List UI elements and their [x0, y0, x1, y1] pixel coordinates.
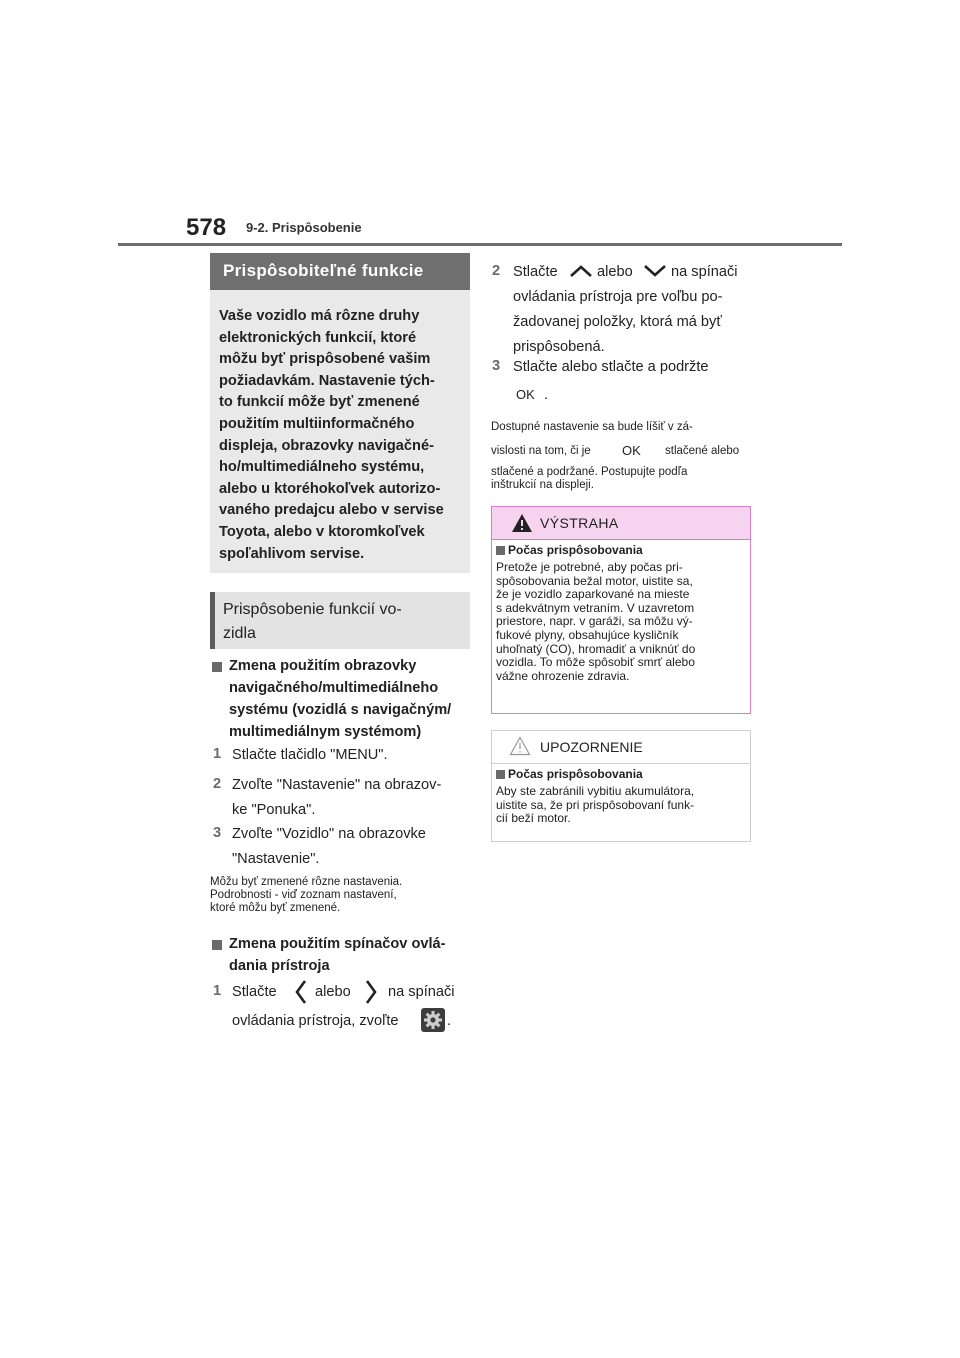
note-text: stlačené a podržané. Postupujte podľa inštrukcií na displeji. — [491, 466, 688, 491]
page-number: 578 — [186, 214, 227, 241]
subheading-accent-bar — [210, 592, 215, 649]
step-number: 2 — [213, 776, 222, 792]
section-title: Prispôsobiteľné funkcie — [223, 261, 424, 280]
warning-triangle-icon — [511, 513, 533, 533]
step-number: 1 — [213, 746, 222, 762]
chevron-down-icon — [643, 264, 667, 278]
step-text: Zvoľte "Nastavenie" na obrazov- ke "Ponuka". — [232, 777, 442, 818]
caution-box — [491, 730, 751, 842]
step-text: alebo — [597, 264, 633, 280]
warning-box — [491, 506, 751, 714]
note-text: vislosti na tom, či je — [491, 445, 591, 457]
step-text: Stlačte tlačidlo "MENU". — [232, 747, 388, 763]
step-number: 3 — [492, 358, 501, 374]
ok-button-icon: OK — [622, 443, 641, 458]
step-text: alebo — [315, 984, 351, 1000]
warning-heading: Počas prispôsobovania — [508, 543, 643, 557]
intro-box — [210, 290, 470, 573]
step-text: Stlačte alebo stlačte a podržte — [513, 359, 709, 375]
caution-label: UPOZORNENIE — [540, 739, 643, 755]
step-text: na spínači — [671, 264, 738, 280]
caution-triangle-icon — [509, 736, 531, 756]
square-bullet-icon — [496, 770, 505, 779]
step-number: 1 — [213, 983, 222, 999]
square-bullet-icon — [212, 940, 222, 950]
note-text: Dostupné nastavenie sa bude líšiť v zá- — [491, 421, 693, 433]
chevron-right-icon — [364, 979, 378, 1005]
chevron-left-icon — [294, 979, 308, 1005]
step-text: . — [447, 1013, 452, 1029]
warning-label: VÝSTRAHA — [540, 515, 619, 531]
step-number: 3 — [213, 825, 222, 841]
section-title-bar — [210, 253, 470, 290]
step-text: Stlačte — [232, 984, 277, 1000]
chevron-up-icon — [569, 264, 593, 278]
note-text: stlačené alebo — [665, 445, 740, 457]
step-number: 2 — [492, 263, 501, 279]
header-rule — [118, 243, 842, 246]
warning-text: Pretože je potrebné, aby počas pri- spôsobovania bežal motor, uistite sa, že je vozidlo zaparkované na mieste s adekvátnym vetraním. V uzavretom priestore, napr. v garáži, sa môžu vý- fukové plyny, obsahujúce kysličník uhoľnatý (CO), hromadiť a vniknúť do vozidla. To môže spôsobiť smrť alebo vážne ohrozenie zdravia. — [496, 560, 696, 683]
caution-header — [492, 731, 750, 764]
note-text: Môžu byť zmenené rôzne nastavenia. Podrobnosti - viď zoznam nastavení, ktoré môžu byť zmenené. — [210, 876, 403, 914]
step-text: ovládania prístroja, zvoľte — [232, 1013, 399, 1029]
gear-icon — [421, 1008, 445, 1032]
caution-heading: Počas prispôsobovania — [508, 767, 643, 781]
section-reference: 9-2. Prispôsobenie — [246, 220, 362, 235]
ok-button-icon: OK — [516, 387, 535, 402]
step-text: . — [544, 387, 549, 403]
subheading: Prispôsobenie funkcií vo- zidla — [223, 601, 402, 642]
square-bullet-icon — [496, 546, 505, 555]
warning-header — [492, 507, 750, 540]
step-text: ovládania prístroja pre voľbu po- žadovanej položky, ktorá má byť prispôsobená. — [513, 289, 723, 355]
subheading-box — [210, 592, 470, 649]
square-bullet-icon — [212, 662, 222, 672]
caution-text: Aby ste zabránili vybitiu akumulátora, uistite sa, že pri prispôsobovaní funk- cií beží motor. — [496, 784, 695, 826]
section1-heading: Zmena použitím obrazovky navigačného/multimediálneho systému (vozidlá s navigačným/ multimediálnym systémom) — [229, 658, 452, 740]
section2-heading: Zmena použitím spínačov ovlá- dania prístroja — [229, 936, 446, 974]
step-text: Stlačte — [513, 264, 558, 280]
intro-text: Vaše vozidlo má rôzne druhy elektronických funkcií, ktoré môžu byť prispôsobené vašim požiadavkám. Nastavenie tých- to funkcií môže byť zmenené použitím multiinformačného displeja, obrazovky navigačné- ho/multimediálneho systému, alebo u ktoréhokoľvek autorizo- vaného predajcu alebo v servise Toyota, alebo v ktoromkoľvek spoľahlivom servise. — [219, 308, 444, 562]
step-text: na spínači — [388, 984, 455, 1000]
step-text: Zvoľte "Vozidlo" na obrazovke "Nastavenie". — [232, 826, 426, 867]
